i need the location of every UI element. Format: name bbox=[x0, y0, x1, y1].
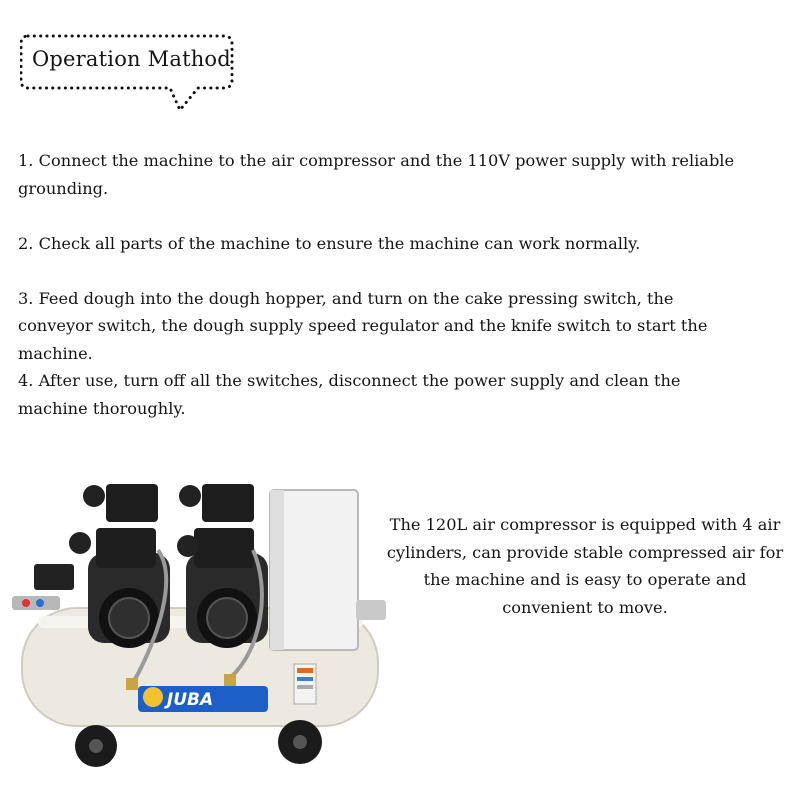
speech-bubble-outline bbox=[20, 33, 235, 113]
page-title: Operation Mathod bbox=[32, 47, 231, 71]
step-3: 3. Feed dough into the dough hopper, and turn on the cake pressing switch, the conveyor switch, the dough supply speed regulator and the knife switch to start the machine. bbox=[18, 288, 708, 363]
step-2: 2. Check all parts of the machine to ensure the machine can work normally. bbox=[18, 233, 641, 253]
air-compressor-image bbox=[8, 478, 393, 778]
step-4: 4. After use, turn off all the switches, disconnect the power supply and clean the machine thoroughly. bbox=[18, 371, 681, 418]
operation-steps bbox=[18, 147, 738, 422]
step-1: 1. Connect the machine to the air compressor and the 110V power supply with reliable grounding. bbox=[18, 151, 735, 198]
product-description: The 120L air compressor is equipped with 4 air cylinders, can provide stable compressed air for the machine and is easy to operate and convenient to move. bbox=[386, 515, 784, 617]
brand-logo-text: JUBA bbox=[166, 690, 214, 710]
